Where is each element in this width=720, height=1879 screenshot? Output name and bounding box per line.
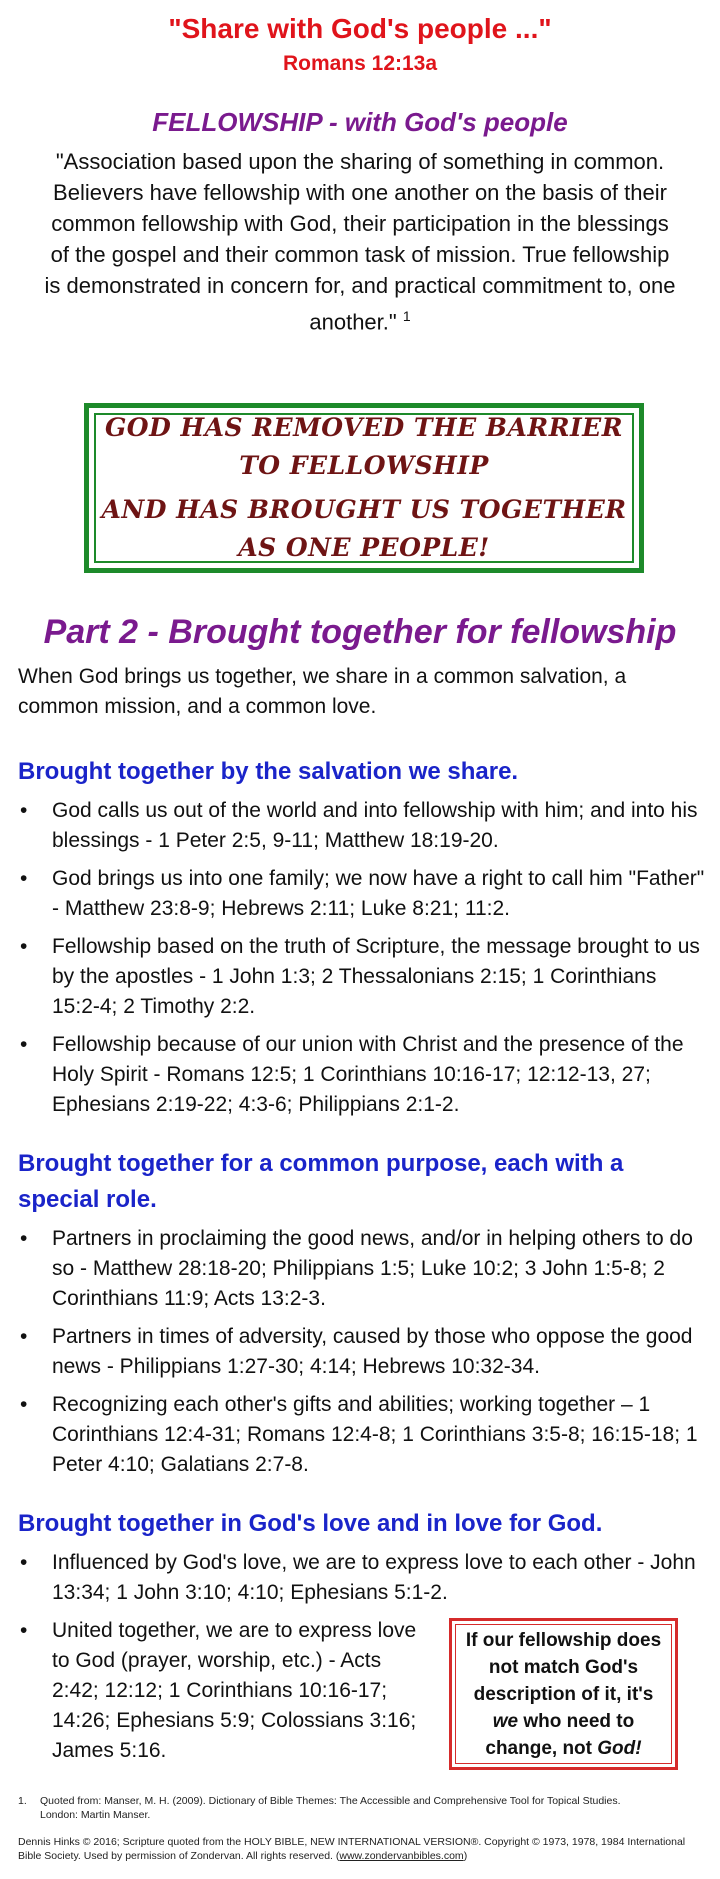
list-item	[18, 1030, 708, 1120]
list-item-text: Recognizing each other's gifts and abilities; working together – 1 Corinthians 12:4-31; Romans 12:4-8; 1 Corinthians 3:5-8; 16:15-18; 1 Peter 4:10; Galatians 2:7-8.	[52, 1393, 698, 1476]
list-item-text: Partners in proclaiming the good news, and/or in helping others to do so - Matthew 28:18-20; Philippians 1:5; Luke 10:2; 3 John 1:5-8; 2 Corinthians 11:9; Acts 13:2-3.	[52, 1227, 693, 1310]
list-item	[18, 1548, 708, 1608]
callout-part2: who need to change, not	[485, 1710, 635, 1759]
list-item-text: Partners in times of adversity, caused by those who oppose the good news - Philippians 1:27-30; 4:14; Hebrews 10:32-34.	[52, 1325, 693, 1378]
list-item-text: Fellowship because of our union with Christ and the presence of the Holy Spirit - Romans 12:5; 1 Corinthians 10:16-17; 12:12-13, 27; Ephesians 2:19-22; 4:3-6; Philippians 2:1-2.	[52, 1033, 684, 1116]
callout-box-inner	[455, 1624, 672, 1764]
page	[0, 12, 720, 1879]
purpose-list	[18, 1224, 708, 1488]
list-item-text: Influenced by God's love, we are to express love to each other - John 13:34; 1 John 3:10; 4:10; Ephesians 5:1-2.	[52, 1551, 696, 1604]
list-item	[18, 864, 708, 924]
callout-part1: If our fellowship does not match God's description of it, it's	[465, 1629, 662, 1705]
list-item-text: God brings us into one family; we now have a right to call him "Father" - Matthew 23:8-9; Hebrews 2:11; Luke 8:21; 11:2.	[52, 867, 705, 920]
footnote-text-2: London: Martin Manser.	[40, 1809, 151, 1821]
bullet-icon: •	[20, 1227, 28, 1250]
list-item	[18, 932, 708, 1022]
bullet-icon: •	[20, 867, 28, 890]
title-quote: "Share with God's people ..."	[168, 13, 552, 44]
fellowship-heading: FELLOWSHIP - with God's people	[152, 107, 568, 137]
bullet-icon: •	[20, 935, 28, 958]
barrier-box	[84, 403, 644, 573]
bullet-icon: •	[20, 1325, 28, 1348]
barrier-line-1: GOD HAS REMOVED THE BARRIER	[104, 413, 624, 442]
barrier-line-2: TO FELLOWSHIP	[239, 451, 489, 480]
section-heading-love: Brought together in God's love and in love for God.	[18, 1510, 603, 1537]
barrier-line-3: AND HAS BROUGHT US TOGETHER	[101, 495, 627, 524]
footnote-number: 1.	[18, 1795, 27, 1807]
footnote-marker: 1	[402, 308, 411, 324]
section-heading-purpose: Brought together for a common purpose, each with a special role.	[18, 1150, 624, 1213]
salvation-list	[18, 796, 708, 1128]
list-item	[18, 1616, 432, 1766]
list-item-text: God calls us out of the world and into fellowship with him; and into his blessings - 1 Peter 2:5, 9-11; Matthew 18:19-20.	[52, 799, 698, 852]
bullet-icon: •	[20, 1551, 28, 1574]
copyright-close: )	[463, 1850, 468, 1862]
footnote-text-1: Quoted from: Manser, M. H. (2009). Dictionary of Bible Themes: The Accessible and Comprehensive Tool for Topical Studies.	[40, 1795, 621, 1807]
fellowship-definition	[40, 146, 680, 337]
part2-heading: Part 2 - Brought together for fellowship	[43, 613, 677, 651]
footnote	[18, 1794, 700, 1822]
callout-text	[456, 1627, 671, 1762]
callout-box	[449, 1618, 678, 1770]
bullet-icon: •	[20, 1619, 28, 1642]
footnote-line-1	[18, 1794, 700, 1808]
definition-text: "Association based upon the sharing of something in common. Believers have fellowship with one another on the basis of their common fellowship with God, their participation in the blessings of the gospel and their common task of mission. True fellowship is demonstrated in concern for, and practical commitment to, one another."	[44, 149, 676, 335]
barrier-text	[101, 409, 626, 567]
section-heading-salvation: Brought together by the salvation we share.	[18, 758, 519, 785]
callout-we: we	[492, 1710, 519, 1732]
bullet-icon: •	[20, 1033, 28, 1056]
list-item-text: Fellowship based on the truth of Scripture, the message brought to us by the apostles - 1 John 1:3; 2 Thessalonians 2:15; 1 Corinthians 15:2-4; 2 Timothy 2:2.	[52, 935, 700, 1018]
callout-god: God!	[597, 1737, 642, 1759]
zondervan-link[interactable]: www.zondervanbibles.com	[339, 1850, 464, 1862]
list-item	[18, 1224, 708, 1314]
barrier-line-4: AS ONE PEOPLE!	[238, 533, 490, 562]
copyright-text: Dennis Hinks © 2016; Scripture quoted from the HOLY BIBLE, NEW INTERNATIONAL VERSION®. Copyright © 1973, 1978, 1984 International Bible Society. Used by permission of Zondervan. All rights reserved. (	[18, 1836, 686, 1862]
part2-intro: When God brings us together, we share in a common salvation, a common mission, and a common love.	[18, 665, 627, 718]
bullet-icon: •	[20, 1393, 28, 1416]
title-reference: Romans 12:13a	[282, 52, 438, 75]
list-item	[18, 796, 708, 856]
list-item-text: United together, we are to express love to God (prayer, worship, etc.) - Acts 2:42; 12:12; 1 Corinthians 10:16-17; 14:26; Ephesians 5:9; Colossians 3:16; James 5:16.	[52, 1619, 417, 1762]
bullet-icon: •	[20, 799, 28, 822]
list-item	[18, 1322, 708, 1382]
list-item	[18, 1390, 708, 1480]
copyright	[18, 1835, 700, 1863]
